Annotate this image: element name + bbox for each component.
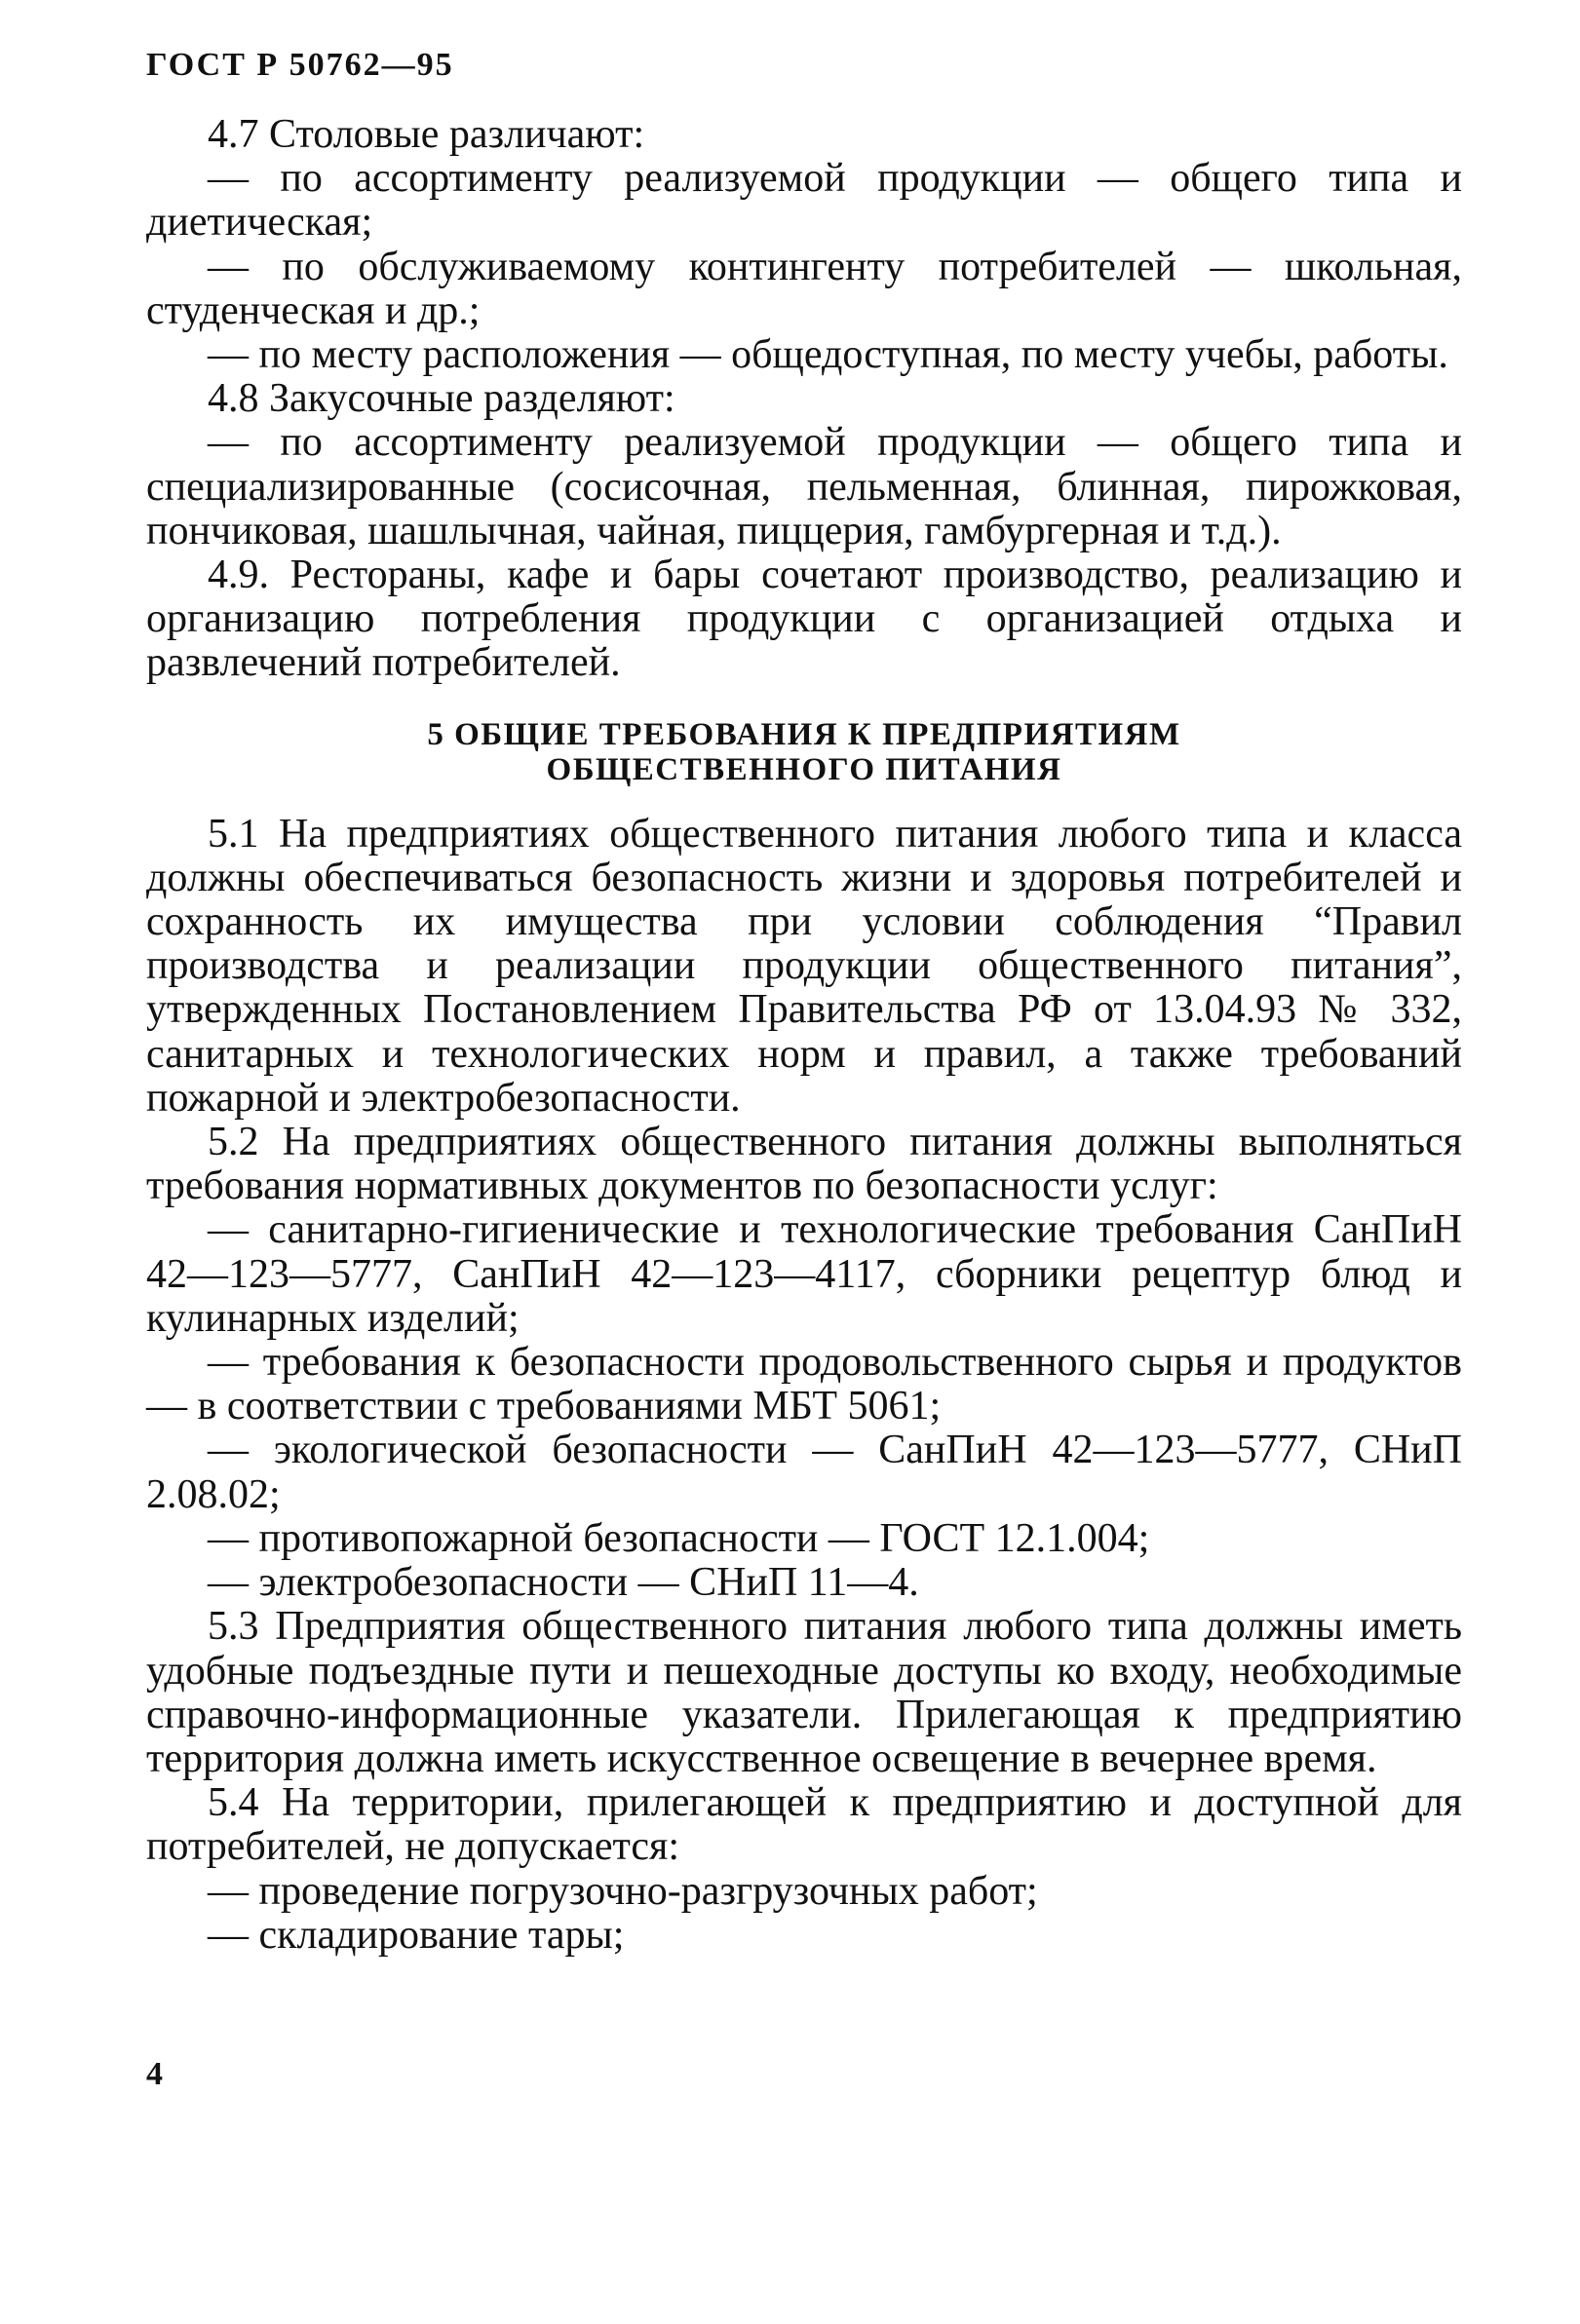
paragraph: — электробезопасности — СНиП 11—4. bbox=[208, 1560, 919, 1606]
section-5-body bbox=[146, 813, 1462, 1958]
paragraph: — проведение погрузочно-разгрузочных работ; bbox=[208, 1868, 1038, 1914]
paragraph: 4.8 Закусочные разделяют: bbox=[208, 376, 675, 422]
paragraph: 4.9. Рестораны, кафе и бары сочетают производство, реализацию и организацию потребления продукции с организацией отдыха и развлечений потребителей. bbox=[146, 552, 1462, 686]
paragraph: — по обслуживаемому контингенту потребителей — школьная, студенческая и др.; bbox=[146, 244, 1462, 333]
paragraph: — противопожарной безопасности — ГОСТ 12.1.004; bbox=[208, 1515, 1150, 1561]
section-heading-line: ОБЩЕСТВЕННОГО ПИТАНИЯ bbox=[546, 751, 1062, 787]
section-4-body bbox=[146, 113, 1462, 686]
document-header: ГОСТ Р 50762—95 bbox=[146, 47, 454, 83]
paragraph: — по ассортименту реализуемой продукции — общего типа и диетическая; bbox=[146, 156, 1462, 246]
document-page bbox=[146, 47, 1462, 1958]
paragraph: 5.3 Предприятия общественного питания любого типа должны иметь удобные подъездные пути и пешеходные доступы ко входу, необходимые справочно-информационные указатели. Прилегающая к предприятию территория должна иметь искусственное освещение в вечернее время. bbox=[146, 1604, 1462, 1781]
paragraph: — экологической безопасности — СанПиН 42—123—5777, СНиП 2.08.02; bbox=[146, 1428, 1462, 1517]
section-heading bbox=[146, 717, 1462, 787]
paragraph: 5.1 На предприятиях общественного питания любого типа и класса должны обеспечиваться безопасность жизни и здоровья потребителей и сохранность их имущества при условии соблюдения “Правил производства и реализации продукции общественного питания”, утвержденных Постановлением Правительства РФ от 13.04.93 № 332, санитарных и технологических норм и правил, а также требований пожарной и электробезопасности. bbox=[146, 811, 1462, 1121]
paragraph: 5.2 На предприятиях общественного питания должны выполняться требования нормативных документов по безопасности услуг: bbox=[146, 1120, 1462, 1209]
paragraph: 5.4 На территории, прилегающей к предприятию и доступной для потребителей, не допускается: bbox=[146, 1780, 1462, 1870]
section-heading-line: 5 ОБЩИЕ ТРЕБОВАНИЯ К ПРЕДПРИЯТИЯМ bbox=[427, 716, 1181, 752]
page-number: 4 bbox=[146, 2056, 163, 2092]
paragraph: — по месту расположения — общедоступная, по месту учебы, работы. bbox=[208, 332, 1448, 378]
paragraph: 4.7 Столовые различают: bbox=[208, 112, 645, 157]
paragraph: — по ассортименту реализуемой продукции — общего типа и специализированные (сосисочная, пельменная, блинная, пирожковая, пончиковая, шашлычная, чайная, пиццерия, гамбургерная и т.д.). bbox=[146, 420, 1462, 553]
paragraph: — складирование тары; bbox=[208, 1912, 625, 1958]
paragraph: — санитарно-гигиенические и технологические требования СанПиН 42—123—5777, СанПиН 42—123—4117, сборники рецептур блюд и кулинарных изделий; bbox=[146, 1207, 1462, 1341]
paragraph: — требования к безопасности продовольственного сырья и продуктов — в соответствии с требованиями МБТ 5061; bbox=[146, 1340, 1462, 1429]
